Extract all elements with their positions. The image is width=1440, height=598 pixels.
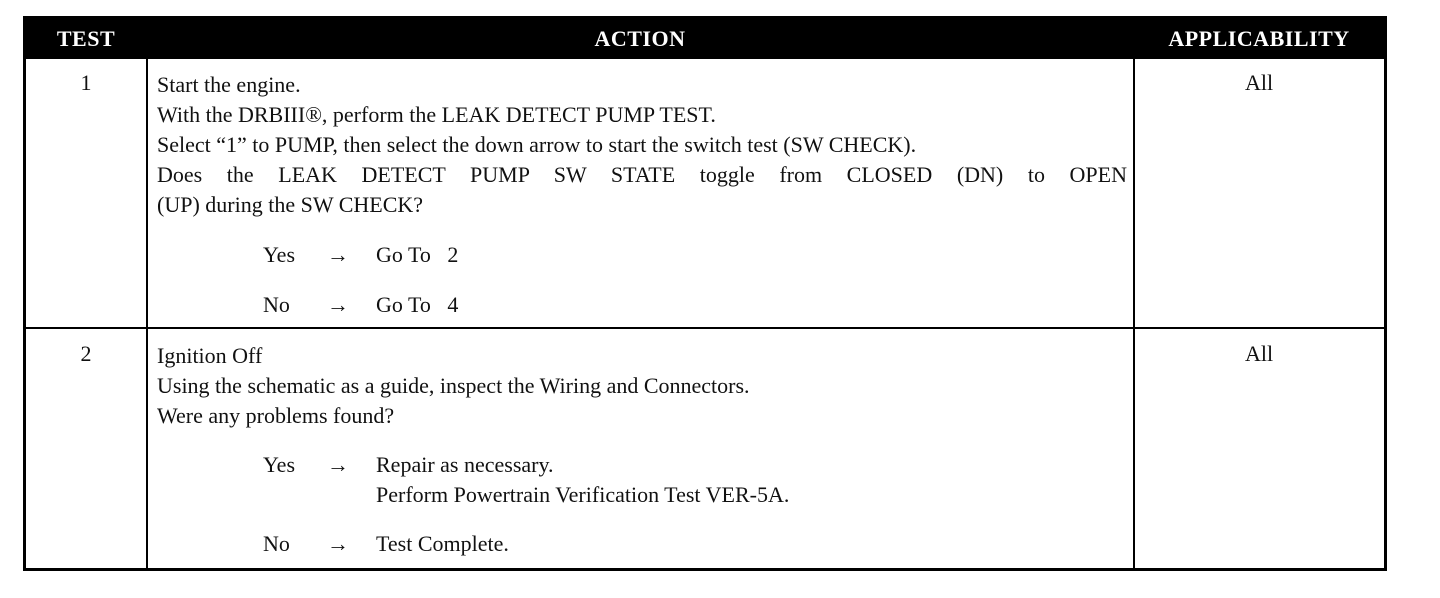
test-number-2: 2 <box>80 341 92 366</box>
action-line: With the DRBIII®, perform the LEAK DETECT PUMP TEST. <box>157 102 716 127</box>
arrow-right-icon: → <box>327 292 349 317</box>
arrow-right-icon: → <box>327 531 349 556</box>
action-line: Using the schematic as a guide, inspect the Wiring and Connectors. <box>157 373 750 398</box>
applicability-2: All <box>1244 341 1274 366</box>
action-line: Ignition Off <box>157 343 263 368</box>
diagnostic-test-table <box>23 16 1387 571</box>
table-header <box>26 19 1384 59</box>
header-test: TEST <box>56 26 116 51</box>
action-text-1 <box>157 70 1127 220</box>
column-divider <box>1133 59 1135 568</box>
action-line: Start the engine. <box>157 72 301 97</box>
column-divider <box>146 59 148 568</box>
action-line: Select “1” to PUMP, then select the down arrow to start the switch test (SW CHECK). <box>157 132 917 157</box>
yes-label: Yes <box>263 452 296 477</box>
arrow-right-icon: → <box>327 242 349 267</box>
header-action: ACTION <box>594 26 686 51</box>
action-line: Does the LEAK DETECT PUMP SW STATE toggle from CLOSED (DN) to OPEN <box>157 162 1127 187</box>
yes-result: Go To 2 <box>376 242 459 267</box>
arrow-right-icon: → <box>327 452 349 477</box>
row-divider <box>26 327 1384 329</box>
no-label: No <box>263 292 290 317</box>
action-line: Were any problems found? <box>157 403 395 428</box>
test-number-1: 1 <box>80 70 92 95</box>
applicability-1: All <box>1244 70 1274 95</box>
yes-result-2: Perform Powertrain Verification Test VER-5A. <box>376 482 790 507</box>
no-result: Test Complete. <box>376 531 509 556</box>
action-text-2 <box>157 341 1127 431</box>
action-line: (UP) during the SW CHECK? <box>157 192 424 217</box>
yes-result: Repair as necessary. <box>376 452 554 477</box>
no-label: No <box>263 531 290 556</box>
yes-label: Yes <box>263 242 296 267</box>
no-result: Go To 4 <box>376 292 459 317</box>
header-applicability: APPLICABILITY <box>1168 26 1350 51</box>
